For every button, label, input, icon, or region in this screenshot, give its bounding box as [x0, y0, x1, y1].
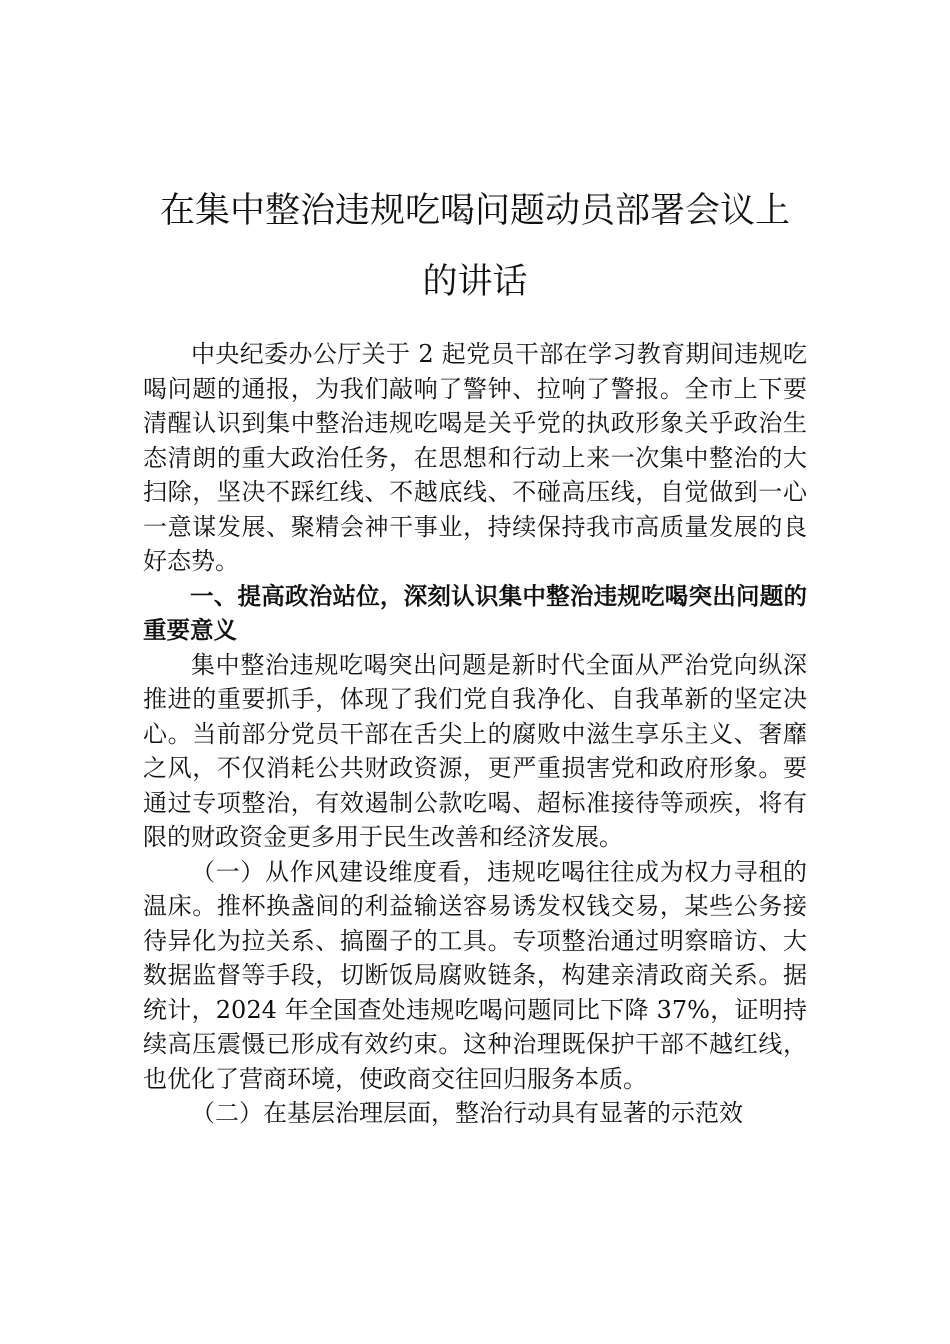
document-title: [130, 176, 820, 318]
document-body: [143, 337, 807, 1131]
body-paragraph: 集中整治违规吃喝突出问题是新时代全面从严治党向纵深推进的重要抓手，体现了我们党自我净化、自我革新的坚定决心。当前部分党员干部在舌尖上的腐败中滋生享乐主义、奢靡之风，不仅消耗公共财政资源，更严重损害党和政府形象。要通过专项整治，有效遏制公款吃喝、超标准接待等顽疾，将有限的财政资金更多用于民生改善和经济发展。: [143, 650, 807, 851]
section-heading-1: 一、提高政治站位，深刻认识集中整治违规吃喝突出问题的重要意义: [143, 581, 807, 644]
body-paragraph: （二）在基层治理层面，整治行动具有显著的示范效: [191, 1099, 743, 1127]
body-paragraph: （一）从作风建设维度看，违规吃喝往往成为权力寻租的温床。推杯换盏间的利益输送容易诱发权钱交易，某些公务接待异化为拉关系、搞圈子的工具。专项整治通过明察暗访、大数据监督等手段，切断饭局腐败链条，构建亲清政商关系。据统计，2024 年全国查处违规吃喝问题同比下降 37%，证明持续高压震慑已形成有效约束。这种治理既保护干部不越红线，也优化了营商环境，使政商交往回归服务本质。: [143, 857, 807, 1093]
title-line-1: 在集中整治违规吃喝问题动员部署会议上: [159, 191, 790, 231]
intro-paragraph: 中央纪委办公厅关于 2 起党员干部在学习教育期间违规吃喝问题的通报，为我们敲响了警钟、拉响了警报。全市上下要清醒认识到集中整治违规吃喝是关乎党的执政形象关乎政治生态清朗的重大政治任务，在思想和行动上来一次集中整治的大扫除，坚决不踩红线、不越底线、不碰高压线，自觉做到一心一意谋发展、聚精会神干事业，持续保持我市高质量发展的良好态势。: [143, 340, 807, 575]
title-line-2: 的讲话: [422, 262, 528, 302]
